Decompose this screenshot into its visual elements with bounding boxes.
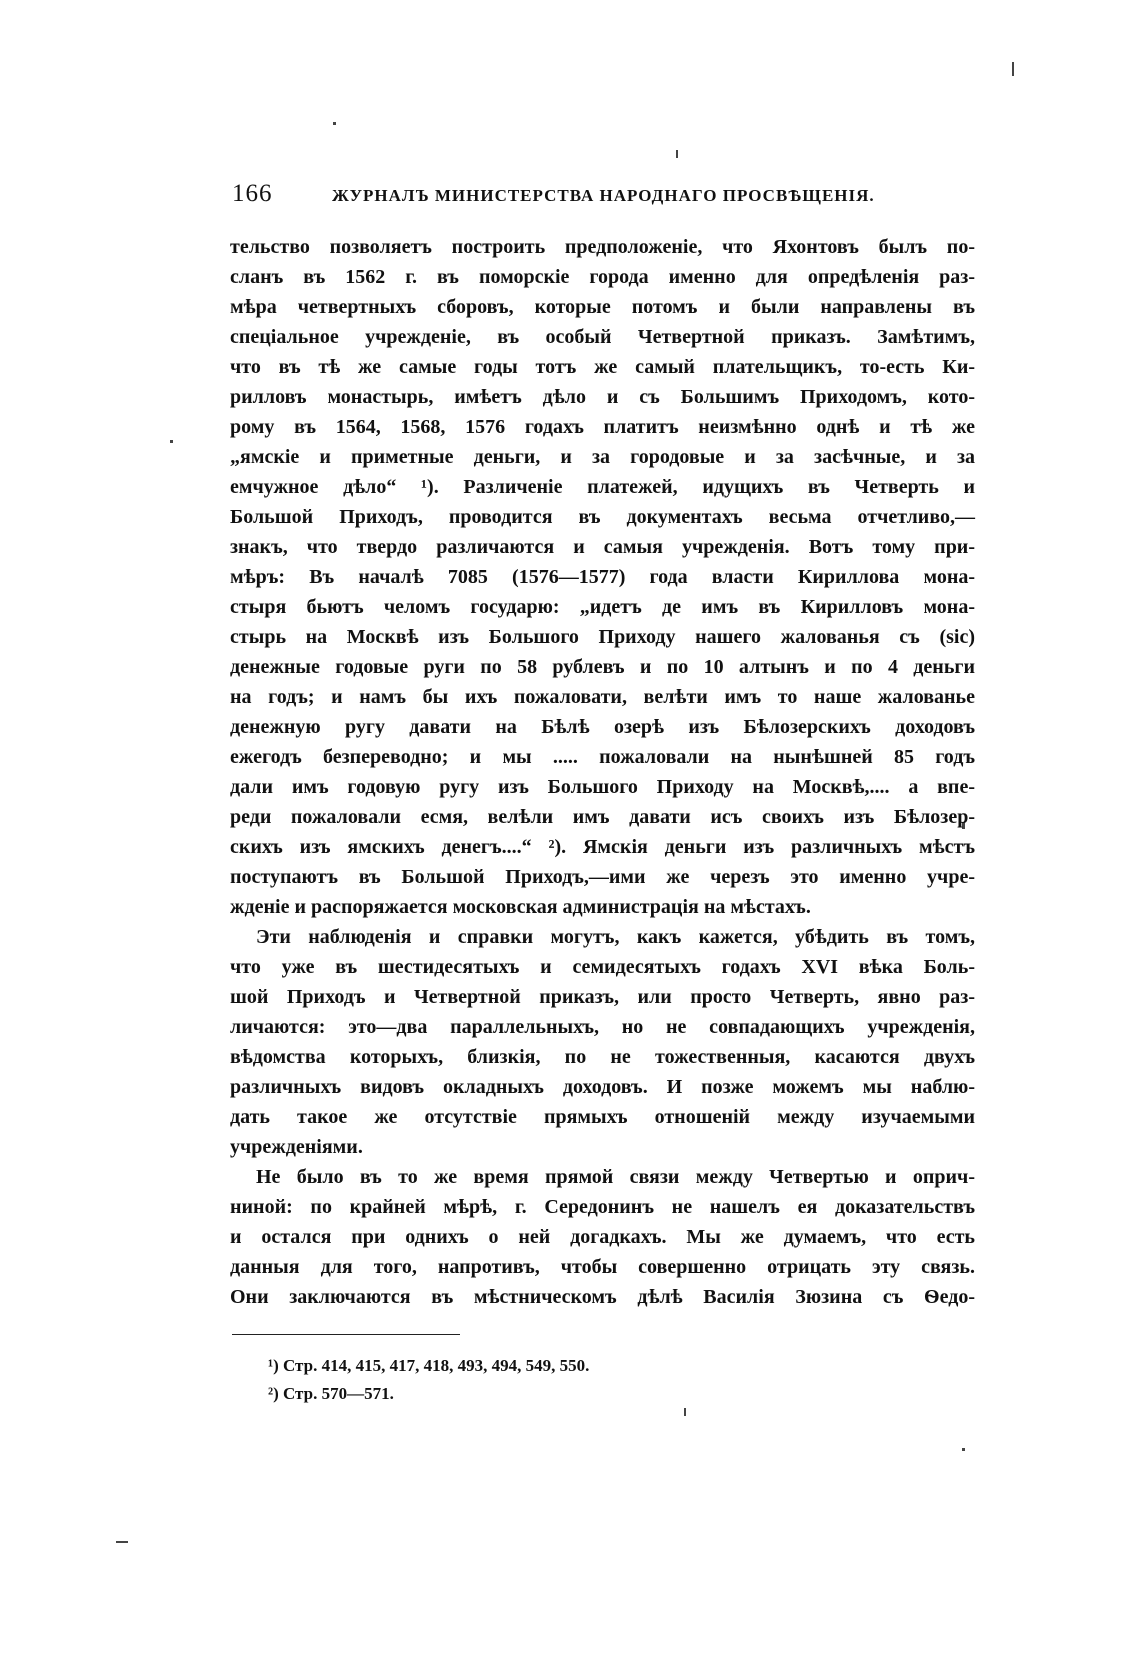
text-line: дали имъ годовую ругу изъ Большого Приходу на Москвѣ,.... а впе- [230, 776, 975, 798]
text-line: ниной: по крайней мѣрѣ, г. Середонинъ не нашелъ ея доказательствъ [230, 1196, 975, 1218]
text-line: ежегодъ безпереводно; и мы ..... пожаловали на нынѣшней 85 годъ [230, 746, 975, 768]
scan-speck [333, 122, 336, 125]
text-line: данныя для того, напротивъ, чтобы совершенно отрицать эту связь. [230, 1256, 975, 1278]
text-line: мѣра четвертныхъ сборовъ, которые потомъ и были направлены въ [230, 296, 975, 318]
scan-speck [116, 1541, 128, 1543]
text-line: мѣръ: Въ началѣ 7085 (1576—1577) года власти Кириллова мона- [230, 566, 975, 588]
footnote: ²) Стр. 570—571. [268, 1384, 394, 1403]
text-line: дать такое же отсутствіе прямыхъ отношеній между изучаемыми [230, 1106, 975, 1128]
text-line: вѣдомства которыхъ, близкія, по не тожественныя, касаются двухъ [230, 1046, 975, 1068]
text-line: личаются: это—два параллельныхъ, но не совпадающихъ учрежденія, [230, 1016, 975, 1038]
scan-speck [170, 440, 173, 443]
text-line: на годъ; и намъ бы ихъ пожаловати, велѣти имъ то наше жалованье [230, 686, 975, 708]
text-line: спеціальное учрежденіе, въ особый Четвертной приказъ. Замѣтимъ, [230, 326, 975, 348]
page-header [232, 180, 972, 214]
text-line: учрежденіями. [230, 1136, 363, 1158]
text-line: емчужное дѣло“ ¹). Различеніе платежей, идущихъ въ Четверть и [230, 476, 975, 498]
footnote: ¹) Стр. 414, 415, 417, 418, 493, 494, 549, 550. [268, 1356, 590, 1375]
text-line: Эти наблюденія и справки могутъ, какъ кажется, убѣдить въ томъ, [256, 926, 975, 948]
text-line: знакъ, что твердо различаются и самыя учрежденія. Вотъ тому при- [230, 536, 975, 558]
scan-speck [1012, 62, 1014, 76]
text-line: Не было въ то же время прямой связи между Четвертью и оприч- [256, 1166, 975, 1188]
text-line: денежные годовые руги по 58 рублевъ и по 10 алтынъ и по 4 деньги [230, 656, 975, 678]
scan-speck [962, 1448, 965, 1451]
text-line: тельство позволяетъ построить предположеніе, что Яхонтовъ былъ по- [230, 236, 975, 258]
text-line: Они заключаются въ мѣстническомъ дѣлѣ Василія Зюзина съ Ѳедо- [230, 1286, 975, 1308]
text-line: поступаютъ въ Большой Приходъ,—ими же черезъ это именно учре- [230, 866, 975, 888]
text-line: что въ тѣ же самые годы тотъ же самый плательщикъ, то-есть Ки- [230, 356, 975, 378]
text-line: Большой Приходъ, проводится въ документахъ весьма отчетливо,— [230, 506, 975, 528]
footnote-divider [232, 1334, 460, 1335]
text-line: стырь на Москвѣ изъ Большого Приходу нашего жалованья съ (sic) [230, 626, 975, 648]
running-title: ЖУРНАЛЪ МИНИСТЕРСТВА НАРОДНАГО ПРОСВѢЩЕНІЯ. [332, 186, 875, 205]
text-line: жденіе и распоряжается московская администрація на мѣстахъ. [230, 896, 811, 918]
text-line: „ямскіе и приметные деньги, и за городовые и за засѣчные, и за [230, 446, 975, 468]
text-line: рилловъ монастырь, имѣетъ дѣло и съ Большимъ Приходомъ, кото- [230, 386, 975, 408]
scan-speck [676, 150, 678, 158]
footnotes [268, 1352, 589, 1408]
text-line: денежную ругу давати на Бѣлѣ озерѣ изъ Бѣлозерскихъ доходовъ [230, 716, 975, 738]
text-line: что уже въ шестидесятыхъ и семидесятыхъ годахъ XVI вѣка Боль- [230, 956, 975, 978]
text-line: реди пожаловали есмя, велѣли имъ давати исъ своихъ изъ Бѣлозер- [230, 806, 975, 828]
body-text [230, 232, 975, 1312]
text-line: и остался при однихъ о ней догадкахъ. Мы же думаемъ, что есть [230, 1226, 975, 1248]
scan-speck [684, 1408, 686, 1416]
text-line: стыря бьютъ челомъ государю: „идетъ де имъ въ Кирилловъ мона- [230, 596, 975, 618]
text-line: различныхъ видовъ окладныхъ доходовъ. И позже можемъ мы наблю- [230, 1076, 975, 1098]
text-line: шой Приходъ и Четвертной приказъ, или просто Четверть, явно раз- [230, 986, 975, 1008]
text-line: рому въ 1564, 1568, 1576 годахъ платитъ неизмѣнно однѣ и тѣ же [230, 416, 975, 438]
text-line: сланъ въ 1562 г. въ поморскіе города именно для опредѣленія раз- [230, 266, 975, 288]
text-line: скихъ изъ ямскихъ денегъ....“ ²). Ямскія деньги изъ различныхъ мѣстъ [230, 836, 975, 858]
page-number: 166 [232, 180, 273, 207]
